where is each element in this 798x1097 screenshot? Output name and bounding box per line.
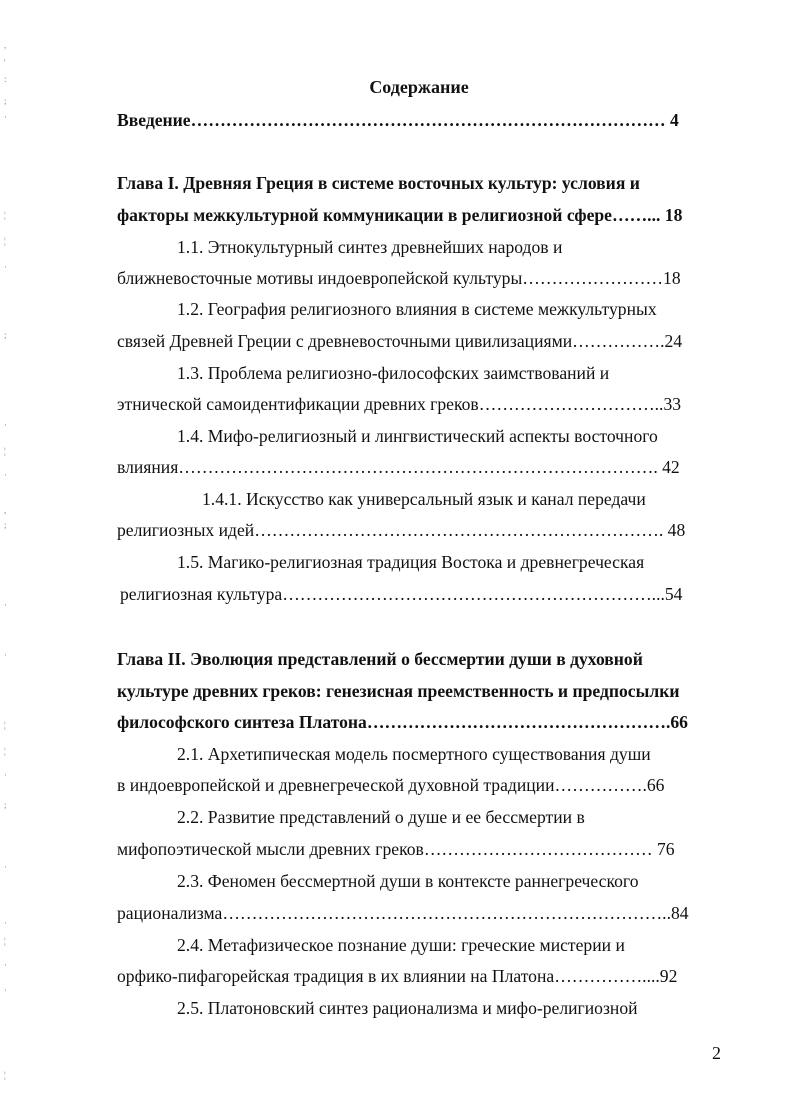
toc-entry-1-1-line-1: 1.1. Этнокультурный синтез древнейших народов и bbox=[177, 237, 563, 257]
toc-entry-2-4-line-2: орфико-пифагорейская традиция в их влиянии на Платона……………....92 bbox=[117, 966, 678, 986]
toc-entry-1-3-line-1: 1.3. Проблема религиозно-философских заимствований и bbox=[177, 363, 610, 383]
toc-title: Содержание bbox=[369, 77, 469, 97]
toc-entry-1-5-line-1: 1.5. Магико-религиозная традиция Востока и древнегреческая bbox=[177, 552, 645, 572]
toc-entry-2-1-line-2: в индоевропейской и древнегреческой духовной традиции…………….66 bbox=[117, 775, 665, 795]
toc-entry-2-2-line-2: мифопоэтической мысли древних греков………………………………… 76 bbox=[117, 839, 675, 859]
toc-entry-1-5-line-2: религиозная культура………………………………………………………...54 bbox=[120, 584, 683, 604]
toc-chapter-2-line-1: Глава II. Эволюция представлений о бессмертии души в духовной bbox=[117, 649, 643, 669]
toc-chapter-2-line-3: философского синтеза Платона…………………………………………….66 bbox=[117, 712, 688, 732]
toc-entry-1-1-line-2: ближневосточные мотивы индоевропейской культуры……………………18 bbox=[117, 268, 681, 288]
toc-chapter-2-line-2: культуре древних греков: генезисная преемственность и предпосылки bbox=[117, 681, 680, 701]
toc-entry-2-5-line-1: 2.5. Платоновский синтез рационализма и мифо-религиозной bbox=[177, 998, 638, 1018]
toc-entry-1-4-1-line-1: 1.4.1. Искусство как универсальный язык и канал передачи bbox=[202, 489, 646, 509]
toc-entry-2-3-line-1: 2.3. Феномен бессмертной души в контексте раннегреческого bbox=[177, 871, 639, 891]
toc-entry-1-2-line-1: 1.2. География религиозного влияния в системе межкультурных bbox=[177, 299, 657, 319]
page-number: 2 bbox=[712, 1043, 721, 1063]
toc-entry-2-1-line-1: 2.1. Архетипическая модель посмертного существования души bbox=[177, 744, 651, 764]
toc-entry-1-2-line-2: связей Древней Греции с древневосточными цивилизациями…………….24 bbox=[117, 331, 683, 351]
scan-margin-marks: , ' : ; · ¦ ¦ · ; · ¦ · , ; · · ¦ ¦ · ; · · ¦ · · ¦ bbox=[4, 40, 7, 1080]
toc-entry-2-2-line-1: 2.2. Развитие представлений о душе и ее бессмертии в bbox=[177, 807, 585, 827]
toc-entry-1-4-line-2: влияния………………………………………………………………………. 42 bbox=[117, 457, 680, 477]
toc-chapter-1-line-1: Глава I. Древняя Греция в системе восточных культур: условия и bbox=[117, 173, 640, 193]
toc-entry-2-4-line-1: 2.4. Метафизическое познание души: греческие мистерии и bbox=[177, 935, 625, 955]
toc-entry-1-4-line-1: 1.4. Мифо-религиозный и лингвистический аспекты восточного bbox=[177, 426, 658, 446]
toc-chapter-1-line-2: факторы межкультурной коммуникации в религиозной сфере……... 18 bbox=[117, 205, 683, 225]
toc-entry-intro: Введение……………………………………………………………………… 4 bbox=[117, 110, 679, 130]
toc-entry-1-4-1-line-2: религиозных идей……………………………………………………………. 48 bbox=[117, 520, 686, 540]
toc-entry-2-3-line-2: рационализма…………………………………………………………………..84 bbox=[117, 903, 689, 923]
toc-entry-1-3-line-2: этнической самоидентификации древних греков…………………………..33 bbox=[117, 394, 682, 414]
